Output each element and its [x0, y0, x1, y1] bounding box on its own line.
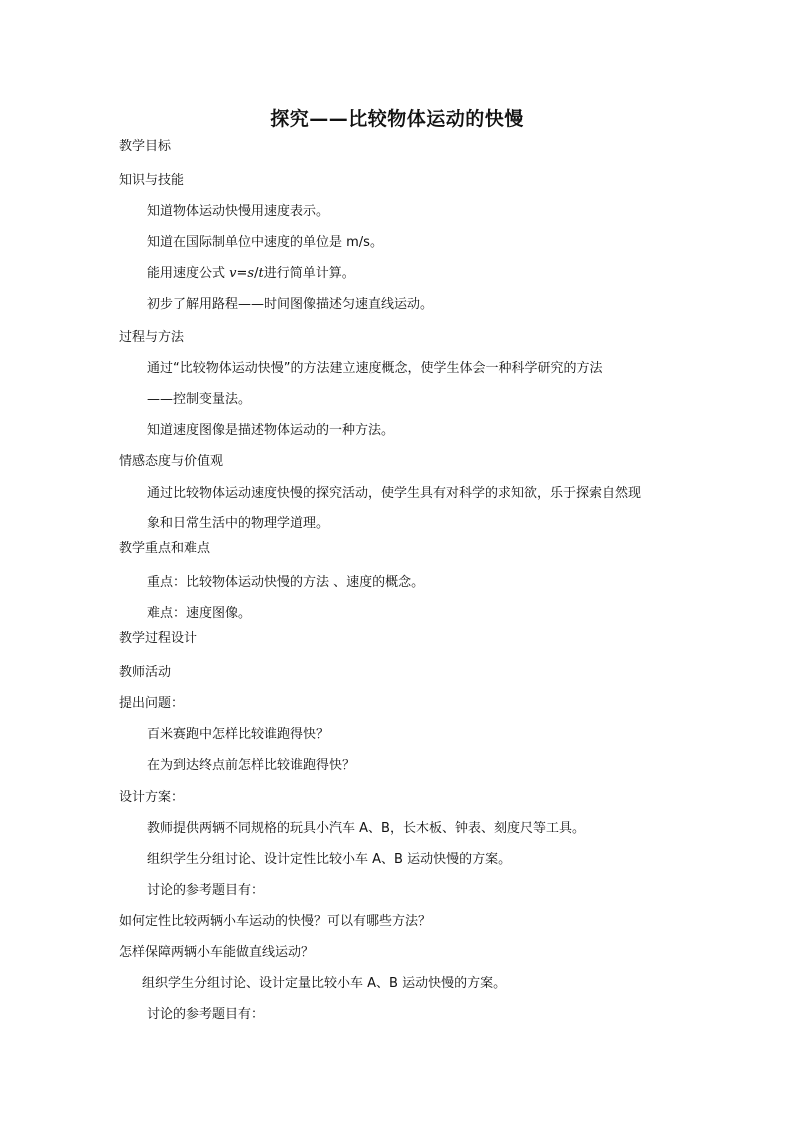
paragraph-line: 百米赛跑中怎样比较谁跑得快？	[147, 727, 330, 742]
paragraph-line: 象和日常生活中的物理学道理。	[147, 516, 330, 531]
subheading-design-plan: 设计方案：	[119, 790, 185, 805]
paragraph-line: 教师提供两辆不同规格的玩具小汽车 A、B，长木板、钟表、刻度尺等工具。	[147, 821, 585, 836]
paragraph-line: 初步了解用路程——时间图像描述匀速直线运动。	[147, 297, 434, 312]
paragraph-line: 重点：比较物体运动快慢的方法 、速度的概念。	[147, 575, 425, 590]
paragraph-line: 知道速度图像是描述物体运动的一种方法。	[147, 423, 395, 438]
formula-eq: =	[236, 266, 248, 281]
heading-key-difficult-points: 教学重点和难点	[119, 541, 211, 556]
paragraph-line: 组织学生分组讨论、设计定性比较小车 A、B 运动快慢的方案。	[147, 852, 512, 867]
subheading-process-method: 过程与方法	[119, 330, 185, 345]
paragraph-line: 组织学生分组讨论、设计定量比较小车 A、B 运动快慢的方案。	[142, 976, 507, 991]
document-title: 探究——比较物体运动的快慢	[270, 108, 524, 130]
formula-line	[147, 265, 355, 283]
paragraph-line: 知道在国际制单位中速度的单位是 m/s。	[147, 235, 383, 250]
paragraph-line: 通过“比较物体运动快慢”的方法建立速度概念，使学生体会一种科学研究的方法	[147, 361, 603, 376]
paragraph-line: 通过比较物体运动速度快慢的探究活动，使学生具有对科学的求知欲，乐于探索自然现	[147, 486, 642, 501]
subheading-teacher-activity: 教师活动	[119, 665, 172, 680]
formula-slash: /	[254, 266, 259, 281]
subheading-knowledge-skills: 知识与技能	[119, 173, 185, 188]
paragraph-line: 讨论的参考题目有：	[147, 1007, 265, 1022]
formula-t: t	[258, 266, 264, 281]
heading-teaching-process: 教学过程设计	[119, 631, 198, 646]
formula-s: s	[247, 266, 255, 281]
heading-teaching-goals: 教学目标	[119, 139, 172, 154]
paragraph-line: 讨论的参考题目有：	[147, 883, 265, 898]
subheading-raise-question: 提出问题：	[119, 696, 185, 711]
subheading-attitude-values: 情感态度与价值观	[119, 454, 224, 469]
paragraph-line: 在为到达终点前怎样比较谁跑得快？	[147, 758, 356, 773]
paragraph-line: 怎样保障两辆小车能做直线运动？	[119, 945, 315, 960]
paragraph-line: 难点：速度图像。	[147, 606, 252, 621]
formula-v: v	[229, 266, 237, 281]
formula-suffix: 进行简单计算。	[263, 266, 355, 281]
paragraph-line: 知道物体运动快慢用速度表示。	[147, 204, 330, 219]
formula-prefix: 能用速度公式	[147, 266, 230, 281]
paragraph-line: ——控制变量法。	[147, 392, 252, 407]
paragraph-line: 如何定性比较两辆小车运动的快慢？可以有哪些方法？	[119, 914, 432, 929]
